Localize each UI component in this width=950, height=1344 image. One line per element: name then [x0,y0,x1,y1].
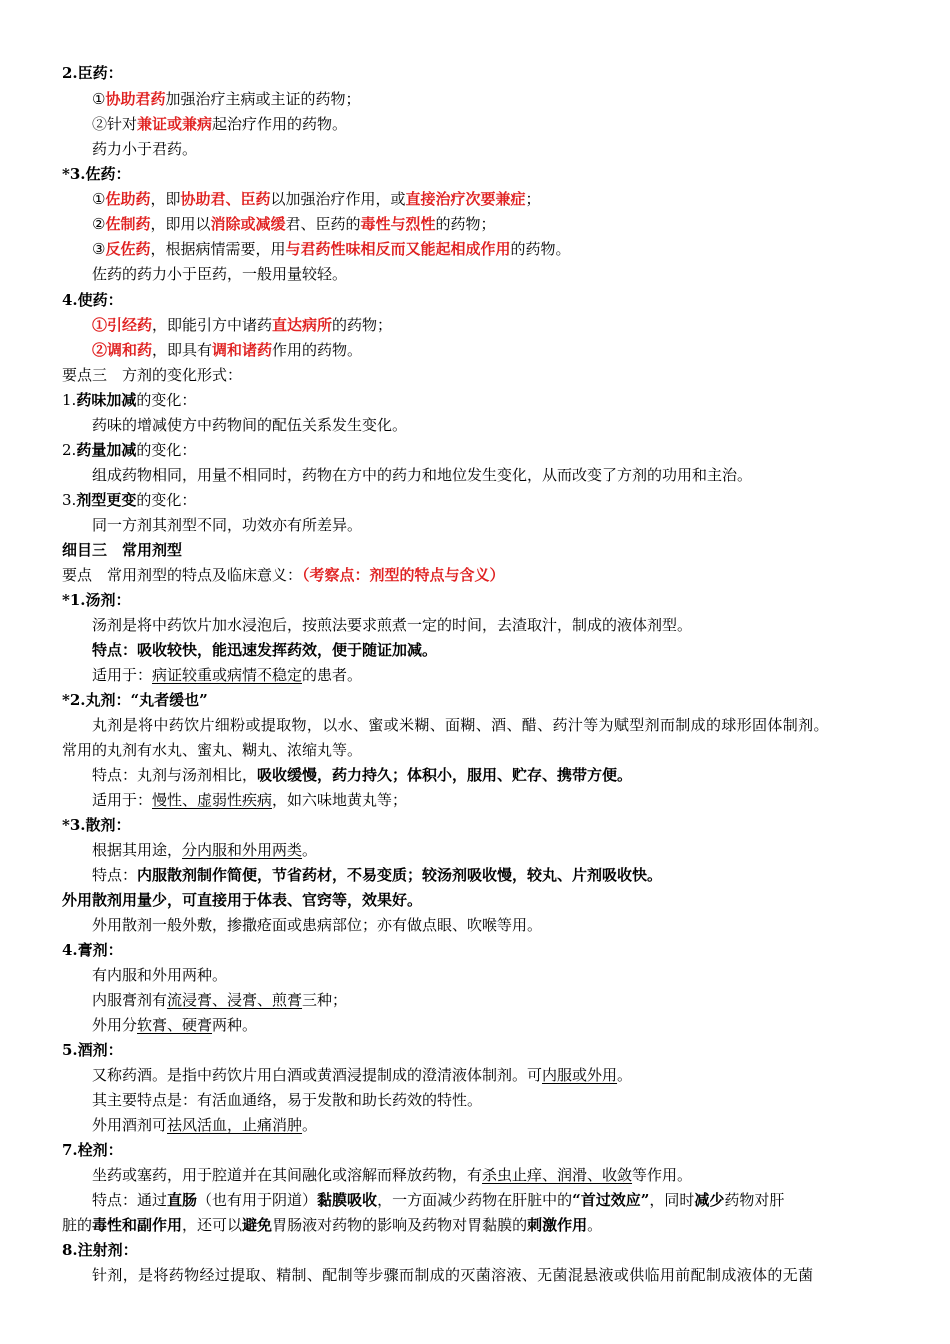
paragraph: ①佐助药，即协助君、臣药以加强治疗作用，或直接治疗次要兼症； [92,190,541,208]
paragraph: 外用散剂用量少，可直接用于体表、官窍等，效果好。 [62,891,423,909]
subheading: 1.药味加减的变化： [62,391,197,409]
subheading: 3.剂型更变的变化： [62,491,197,509]
paragraph: ③反佐药，根据病情需要，用与君药性味相反而又能起相成作用的药物。 [92,240,571,258]
paragraph: 外用分软膏、硬膏两种。 [92,1016,258,1034]
paragraph: 特点：丸剂与汤剂相比，吸收缓慢，药力持久；体积小，服用、贮存、携带方便。 [92,766,633,784]
section-heading-yaodian3: 要点三 方剂的变化形式： [62,366,243,384]
paragraph: 适用于：慢性、虚弱性疾病，如六味地黄丸等； [92,791,408,809]
paragraph: 同一方剂其剂型不同，功效亦有所差异。 [92,516,363,534]
paragraph: 坐药或塞药，用于腔道并在其间融化或溶解而释放药物，有杀虫止痒、润滑、收敛等作用。 [92,1166,693,1184]
paragraph: 根据其用途，分内服和外用两类。 [92,841,318,859]
section-heading-zuoyao: *3.佐药： [62,165,131,183]
paragraph: ①协助君药加强治疗主病或主证的药物； [92,90,361,108]
paragraph: 药力小于君药。 [92,140,198,158]
paragraph: 脏的毒性和副作用，还可以避免胃肠液对药物的影响及药物对胃黏膜的刺激作用。 [62,1216,603,1234]
section-heading-shiyao: 4.使药： [62,291,123,309]
section-heading-zhusheji: 8.注射剂： [62,1241,138,1259]
section-heading-wanji: *2.丸剂：“丸者缓也” [62,691,208,709]
paragraph: 针剂，是将药物经过提取、精制、配制等步骤而制成的灭菌溶液、无菌混悬液或供临用前配制成液体的无菌 [92,1266,814,1284]
paragraph: 特点：内服散剂制作简便，节省药材，不易变质；较汤剂吸收慢，较丸、片剂吸收快。 [92,866,663,884]
paragraph: ①引经药，即能引方中诸药直达病所的药物； [92,316,393,334]
paragraph: ②佐制药，即用以消除或减缓君、臣药的毒性与烈性的药物； [92,215,496,233]
section-heading-shuanji: 7.栓剂： [62,1141,123,1159]
paragraph: 外用酒剂可祛风活血，止痛消肿。 [92,1116,318,1134]
paragraph: 汤剂是将中药饮片加水浸泡后，按煎法要求煎煮一定的时间，去渣取汁，制成的液体剂型。 [92,616,693,634]
section-heading-gaoji: 4.膏剂： [62,941,123,959]
section-heading-sanji: *3.散剂： [62,816,131,834]
paragraph: 内服膏剂有流浸膏、浸膏、煎膏三种； [92,991,348,1009]
paragraph: 特点：通过直肠（也有用于阴道）黏膜吸收，一方面减少药物在肝脏中的“首过效应”，同时减少药物对肝 [92,1191,785,1209]
paragraph: 有内服和外用两种。 [92,966,228,984]
paragraph: 药味的增减使方中药物间的配伍关系发生变化。 [92,416,408,434]
paragraph: 其主要特点是：有活血通络，易于发散和助长药效的特性。 [92,1091,483,1109]
paragraph: 组成药物相同，用量不相同时，药物在方中的药力和地位发生变化，从而改变了方剂的功用和主治。 [92,466,753,484]
subheading: 2.药量加减的变化： [62,441,197,459]
section-heading-jiuji: 5.酒剂： [62,1041,123,1059]
paragraph: ②调和药，即具有调和诸药作用的药物。 [92,341,363,359]
paragraph: 常用的丸剂有水丸、蜜丸、糊丸、浓缩丸等。 [62,741,363,759]
key-point-line: 要点 常用剂型的特点及临床意义：（考察点：剂型的特点与含义） [62,566,505,584]
section-heading-ximu3: 细目三 常用剂型 [62,541,183,559]
paragraph: 适用于：病证较重或病情不稳定的患者。 [92,666,363,684]
section-heading-tangji: *1.汤剂： [62,591,131,609]
paragraph: 特点：吸收较快，能迅速发挥药效，便于随证加减。 [92,641,438,659]
paragraph: 又称药酒。是指中药饮片用白酒或黄酒浸提制成的澄清液体制剂。可内服或外用。 [92,1066,633,1084]
section-heading-chenyao: 2.臣药： [62,64,123,82]
paragraph: ②针对兼证或兼病起治疗作用的药物。 [92,115,348,133]
paragraph: 外用散剂一般外敷，掺撒疮面或患病部位；亦有做点眼、吹喉等用。 [92,916,543,934]
paragraph: 丸剂是将中药饮片细粉或提取物，以水、蜜或米糊、面糊、酒、醋、药汁等为赋型剂而制成的球形固体制剂。 [92,716,829,734]
paragraph: 佐药的药力小于臣药，一般用量较轻。 [92,265,348,283]
